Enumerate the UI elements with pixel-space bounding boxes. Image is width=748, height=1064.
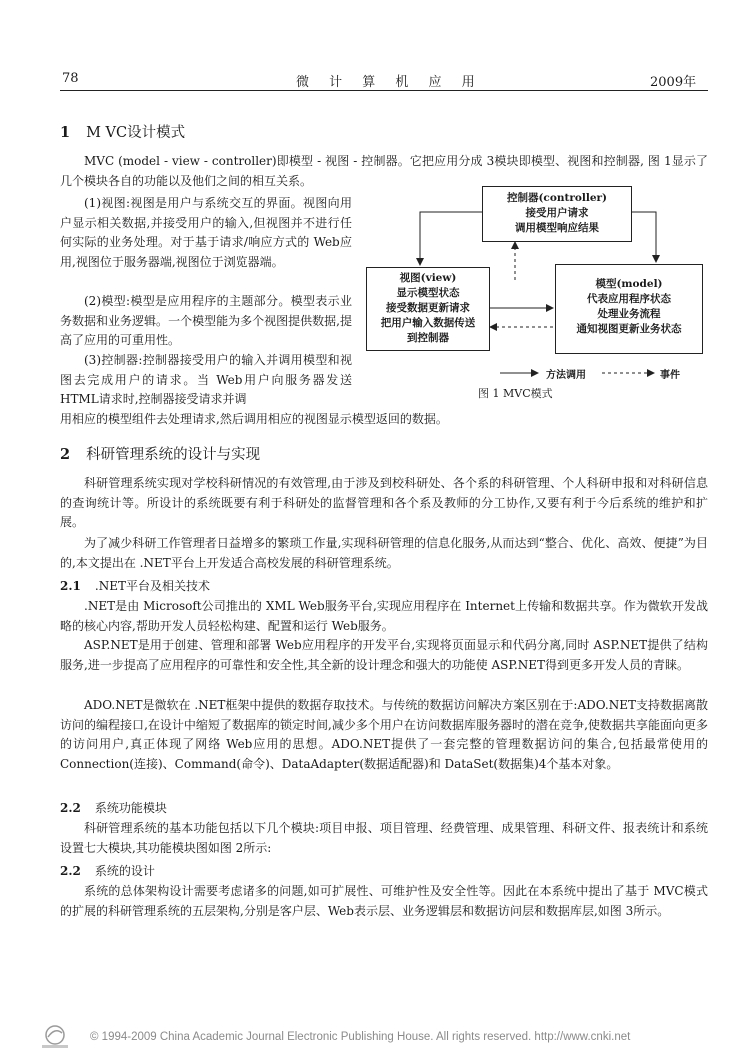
view-title: 视图(view) (399, 272, 457, 284)
paragraph: 为了减少科研工作管理者日益增多的繁琐工作量,实现科研管理的信息化服务,从而达到“整合、优化、高效、便捷”为目的,本文提出在 .NET平台上开发适合高校发展的科研管理系统。 (60, 536, 708, 570)
section-2-heading (60, 443, 260, 464)
view-line: 把用户输入数据传送 (380, 317, 476, 329)
figure-1 (360, 180, 708, 410)
legend-event-label: 事件 (660, 370, 680, 381)
paragraph: ADO.NET是微软在 .NET框架中提供的数据存取技术。与传统的数据访问解决方案区别在于:ADO.NET支持数据离散访问的编程接口,在设计中缩短了数据库的锁定时间,减少多个用户在访问数据库服务器时的潜在竞争,使数据共享能面向更多的访问用户,真正体现了网络 Web应用的思想。ADO.NET提供了一套完整的管理数据访问的集合,包括最常使用的 Connection(连接)、Command(命令)、DataAdapter(数据适配器)和 DataSet(数据集)4个基本对象。 (60, 698, 708, 771)
section-title: 系统的设计 (94, 864, 155, 878)
paragraph: MVC (model - view - controller)即模型 - 视图 - 控制器。它把应用分成 3模块即模型、视图和控制器, 图 1显示了几个模块各自的功能以及他们之间的相互关系。 (60, 154, 708, 188)
section-number: 2.2 (60, 801, 81, 815)
section-2-2-heading (60, 799, 167, 816)
paragraph: (3)控制器:控制器接受用户的输入并调用模型和视图去完成用户的请求。当 Web用户向服务器发送 HTML请求时,控制器接受请求并调 (60, 353, 352, 406)
section-2-1-heading (60, 577, 210, 594)
paragraph: 系统的总体架构设计需要考虑诸多的问题,如可扩展性、可维护性及安全性等。因此在本系统中提出了基于 MVC模式的扩展的科研管理系统的五层架构,分别是客户层、Web表示层、业务逻辑层和数据访问层和数据库层,如图 3所示。 (60, 884, 708, 918)
section-number: 2.1 (60, 579, 81, 593)
section-1-heading (60, 121, 185, 142)
arrow-controller-to-model (632, 212, 656, 262)
model-title: 模型(model) (595, 278, 663, 290)
view-line: 到控制器 (407, 332, 449, 344)
model-line: 通知视图更新业务状态 (576, 323, 682, 335)
figure-1-caption: 图 1 MVC模式 (478, 387, 553, 400)
model-box (555, 264, 703, 354)
controller-box (482, 186, 632, 242)
section-title: 科研管理系统的设计与实现 (86, 447, 261, 463)
section-number: 1 (60, 124, 71, 141)
arrow-controller-to-view (420, 212, 482, 265)
year: 2009年 (650, 75, 697, 90)
page-number: 78 (62, 71, 79, 86)
paragraph: (2)模型:模型是应用程序的主题部分。模型表示业务数据和业务逻辑。一个模型能为多个视图提供数据,提高了应用的可重用性。 (60, 294, 352, 347)
section-title: 系统功能模块 (94, 801, 167, 815)
model-line: 代表应用程序状态 (587, 293, 671, 305)
controller-line: 调用模型响应结果 (515, 222, 599, 234)
journal-name: 微 计 算 机 应 用 (296, 75, 483, 90)
legend-method-label: 方法调用 (546, 370, 586, 381)
section-number: 2.2 (60, 864, 81, 878)
section-title: M VC设计模式 (86, 125, 186, 141)
paragraph: .NET是由 Microsoft公司推出的 XML Web服务平台,实现应用程序在 Internet上传输和数据共享。作为微软开发战略的核心内容,帮助开发人员轻松构建、配置和运行 Web服务。 (60, 599, 708, 633)
section-2-3-heading (60, 862, 155, 879)
controller-title: 控制器(controller) (506, 192, 608, 204)
paragraph: 科研管理系统实现对学校科研情况的有效管理,由于涉及到校科研处、各个系的科研管理、个人科研申报和对科研信息的查询统计等。所设计的系统既要有利于科研处的监督管理和各个系及教师的分工协作,又要有利于今后系统的维护和扩展。 (60, 476, 708, 529)
controller-line: 接受用户请求 (525, 207, 589, 219)
section-title: .NET平台及相关技术 (94, 579, 210, 593)
model-line: 处理业务流程 (597, 308, 661, 320)
cnki-logo-icon (38, 1024, 72, 1050)
copyright-footer: © 1994-2009 China Academic Journal Electronic Publishing House. All rights reserved. http://www.cnki.net (90, 1031, 631, 1043)
paragraph: 用相应的模型组件去处理请求,然后调用相应的视图显示模型返回的数据。 (60, 412, 448, 426)
view-line: 显示模型状态 (396, 287, 460, 299)
paragraph: ASP.NET是用于创建、管理和部署 Web应用程序的开发平台,实现将页面显示和代码分离,同时 ASP.NET提供了结构服务,进一步提高了应用程序的可靠性和安全性,其全新的设计理念和强大的功能使 ASP.NET得到更多开发人员的青睐。 (60, 638, 708, 672)
paragraph: (1)视图:视图是用户与系统交互的界面。视图向用户显示相关数据,并接受用户的输入,但视图并不进行任何实际的业务处理。对于基于请求/响应方式的 Web应用,视图位于服务器端,视图位于浏览器端。 (60, 196, 352, 269)
paragraph: 科研管理系统的基本功能包括以下几个模块:项目申报、项目管理、经费管理、成果管理、科研文件、报表统计和系统设置七大模块,其功能模块图如图 2所示: (60, 821, 708, 855)
view-line: 接受数据更新请求 (386, 302, 470, 314)
section-number: 2 (60, 446, 71, 463)
header-rule (60, 90, 708, 91)
view-box (366, 267, 490, 351)
